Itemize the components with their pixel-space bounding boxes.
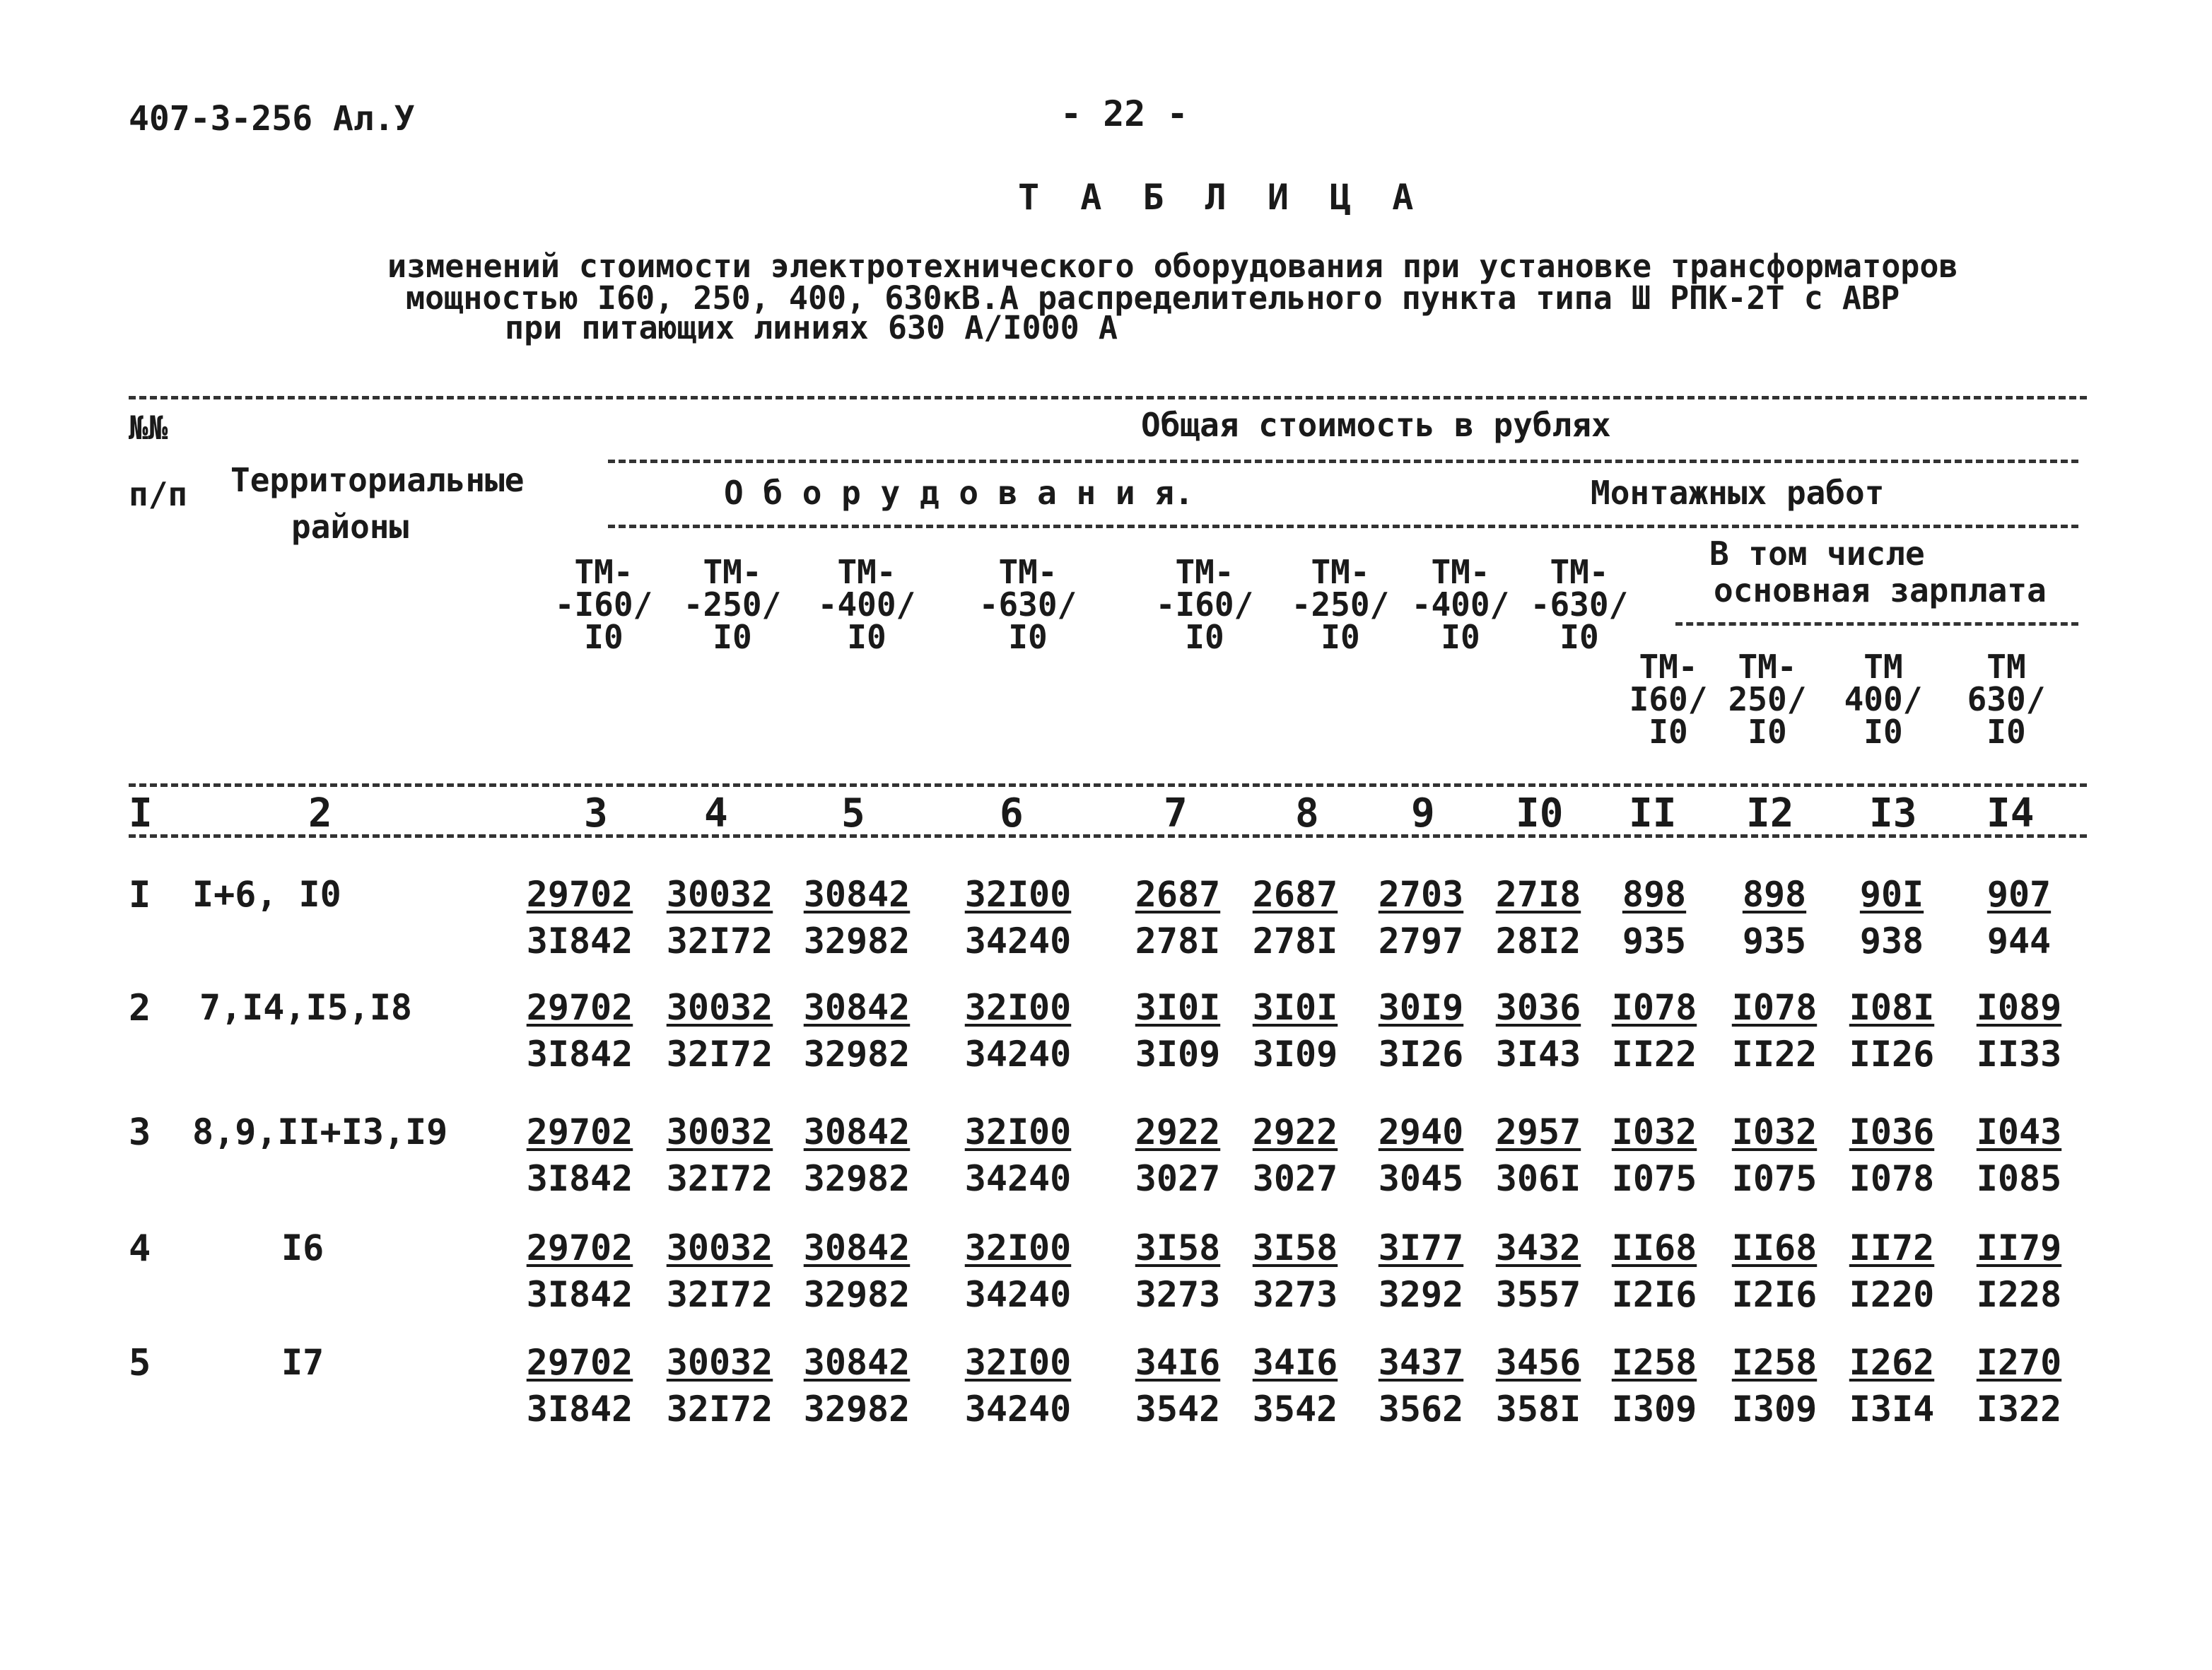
column-number: 7 bbox=[1164, 790, 1188, 836]
cell-value-upper: I078 bbox=[1731, 987, 1818, 1028]
cell-value-upper: 30842 bbox=[803, 1111, 911, 1152]
cell-value-upper: 907 bbox=[1986, 874, 2052, 915]
cell-value-upper: I043 bbox=[1976, 1111, 2062, 1152]
cell-value-upper: 29702 bbox=[526, 1227, 633, 1268]
cell-value-upper: 30842 bbox=[803, 1342, 911, 1383]
cell-value-lower: I2I6 bbox=[1731, 1274, 1818, 1315]
cell-value-lower: 3I43 bbox=[1495, 1034, 1581, 1075]
col-no-bottom: п/п bbox=[129, 475, 188, 513]
cell-value-lower: I309 bbox=[1611, 1389, 1697, 1430]
cell-value-lower: 32I72 bbox=[666, 921, 773, 962]
cell-value-upper: I032 bbox=[1731, 1111, 1818, 1152]
cell-value-lower: 3I842 bbox=[526, 1158, 633, 1199]
cell-value-upper: I08I bbox=[1849, 987, 1935, 1028]
cell-value-lower: 32I72 bbox=[666, 1158, 773, 1199]
equip-col-header: ТМ- -630/ I0 bbox=[978, 553, 1077, 656]
cell-value-lower: 3542 bbox=[1252, 1389, 1338, 1430]
cell-value-upper: I089 bbox=[1976, 987, 2062, 1028]
cell-value-lower: 3I842 bbox=[526, 1274, 633, 1315]
equipment-header: О б о р у д о в а н и я. bbox=[724, 474, 1194, 512]
cell-value-lower: 32982 bbox=[803, 1274, 911, 1315]
column-number: 4 bbox=[704, 790, 728, 836]
cell-value-lower: 32982 bbox=[803, 921, 911, 962]
cell-value-lower: I075 bbox=[1731, 1158, 1818, 1199]
cell-value-lower: 306I bbox=[1495, 1158, 1581, 1199]
cell-value-lower: 3I09 bbox=[1135, 1034, 1221, 1075]
district-name: 8,9,II+I3,I9 bbox=[192, 1111, 448, 1152]
cell-value-lower: 3562 bbox=[1378, 1389, 1464, 1430]
cell-value-lower: 3557 bbox=[1495, 1274, 1581, 1315]
cell-value-upper: 30032 bbox=[666, 1342, 773, 1383]
cell-value-upper: I032 bbox=[1611, 1111, 1697, 1152]
table-top-rule bbox=[129, 396, 2087, 399]
column-number: 6 bbox=[1000, 790, 1024, 836]
cell-value-lower: 3I26 bbox=[1378, 1034, 1464, 1075]
cell-value-upper: 29702 bbox=[526, 1111, 633, 1152]
cell-value-lower: 3273 bbox=[1135, 1274, 1221, 1315]
cell-value-upper: 2703 bbox=[1378, 874, 1464, 915]
column-number: 2 bbox=[308, 790, 332, 836]
cell-value-lower: 3027 bbox=[1252, 1158, 1338, 1199]
column-number: I3 bbox=[1869, 790, 1917, 836]
install-col-header: ТМ- -I60/ I0 bbox=[1155, 553, 1254, 656]
cell-value-upper: 32I00 bbox=[964, 1111, 1072, 1152]
cell-value-lower: 32I72 bbox=[666, 1389, 773, 1430]
cell-value-upper: 30032 bbox=[666, 1111, 773, 1152]
cell-value-lower: 32982 bbox=[803, 1158, 911, 1199]
cell-value-upper: 2687 bbox=[1135, 874, 1221, 915]
cell-value-lower: 935 bbox=[1742, 921, 1807, 962]
cell-value-lower: 34240 bbox=[964, 1034, 1072, 1075]
cell-value-upper: I078 bbox=[1611, 987, 1697, 1028]
cell-value-upper: 30842 bbox=[803, 987, 911, 1028]
cell-value-upper: 32I00 bbox=[964, 1342, 1072, 1383]
cell-value-upper: 3I77 bbox=[1378, 1227, 1464, 1268]
column-number: I bbox=[129, 790, 153, 836]
cell-value-lower: 34240 bbox=[964, 1274, 1072, 1315]
cell-value-lower: I085 bbox=[1976, 1158, 2062, 1199]
total-cost-header: Общая стоимость в рублях bbox=[1141, 406, 1611, 444]
salary-col-header: ТМ 400/ I0 bbox=[1844, 648, 1923, 751]
cell-value-upper: 27I8 bbox=[1495, 874, 1581, 915]
cell-value-upper: 3I58 bbox=[1252, 1227, 1338, 1268]
salary-col-header: ТМ 630/ I0 bbox=[1967, 648, 2046, 751]
cell-value-upper: 3I0I bbox=[1135, 987, 1221, 1028]
cell-value-upper: 3036 bbox=[1495, 987, 1581, 1028]
install-col-header: ТМ- -250/ I0 bbox=[1291, 553, 1390, 656]
cell-value-upper: 34I6 bbox=[1135, 1342, 1221, 1383]
page-number: - 22 - bbox=[1060, 93, 1188, 134]
cell-value-lower: 32I72 bbox=[666, 1274, 773, 1315]
salary-col-header: ТМ- 250/ I0 bbox=[1728, 648, 1807, 751]
cell-value-lower: 3I842 bbox=[526, 1389, 633, 1430]
installation-header: Монтажных работ bbox=[1591, 474, 1885, 512]
cell-value-lower: II33 bbox=[1976, 1034, 2062, 1075]
cell-value-upper: 30842 bbox=[803, 874, 911, 915]
cell-value-lower: I3I4 bbox=[1849, 1389, 1935, 1430]
cell-value-lower: I220 bbox=[1849, 1274, 1935, 1315]
cell-value-lower: I322 bbox=[1976, 1389, 2062, 1430]
row-number: 2 bbox=[129, 987, 151, 1029]
document-code: 407-3-256 Ал.У bbox=[129, 99, 415, 139]
cell-value-upper: 29702 bbox=[526, 874, 633, 915]
cell-value-upper: 32I00 bbox=[964, 1227, 1072, 1268]
cell-value-upper: 32I00 bbox=[964, 987, 1072, 1028]
equipment-rule bbox=[608, 525, 2078, 528]
cell-value-upper: 90I bbox=[1859, 874, 1924, 915]
cell-value-lower: 3I842 bbox=[526, 921, 633, 962]
cell-value-upper: 2922 bbox=[1252, 1111, 1338, 1152]
subtitle-line-3: при питающих линиях 630 А/I000 А bbox=[505, 309, 1118, 346]
column-number: I2 bbox=[1746, 790, 1794, 836]
total-cost-rule bbox=[608, 460, 2078, 463]
cell-value-lower: 3273 bbox=[1252, 1274, 1338, 1315]
cell-value-lower: 935 bbox=[1622, 921, 1687, 962]
column-number: I4 bbox=[1986, 790, 2035, 836]
cell-value-lower: 278I bbox=[1135, 921, 1221, 962]
cell-value-upper: 3432 bbox=[1495, 1227, 1581, 1268]
cell-value-upper: 30032 bbox=[666, 1227, 773, 1268]
cell-value-lower: II22 bbox=[1611, 1034, 1697, 1075]
cell-value-upper: 3I58 bbox=[1135, 1227, 1221, 1268]
cell-value-lower: 278I bbox=[1252, 921, 1338, 962]
cell-value-upper: 32I00 bbox=[964, 874, 1072, 915]
cell-value-upper: I258 bbox=[1611, 1342, 1697, 1383]
cell-value-upper: 29702 bbox=[526, 1342, 633, 1383]
cell-value-lower: I078 bbox=[1849, 1158, 1935, 1199]
cell-value-lower: 32982 bbox=[803, 1389, 911, 1430]
cell-value-lower: I309 bbox=[1731, 1389, 1818, 1430]
cell-value-upper: 29702 bbox=[526, 987, 633, 1028]
cell-value-upper: 30032 bbox=[666, 874, 773, 915]
row-number: I bbox=[129, 874, 151, 916]
col-district-line-2: районы bbox=[291, 508, 409, 546]
cell-value-upper: 30032 bbox=[666, 987, 773, 1028]
subtitle-line-2: мощностью I60, 250, 400, 630кВ.А распределительного пункта типа Ш РПК-2Т с АВР bbox=[406, 279, 1900, 317]
cell-value-upper: 3I0I bbox=[1252, 987, 1338, 1028]
cell-value-upper: 30I9 bbox=[1378, 987, 1464, 1028]
cell-value-lower: I075 bbox=[1611, 1158, 1697, 1199]
cell-value-lower: 3045 bbox=[1378, 1158, 1464, 1199]
cell-value-upper: I258 bbox=[1731, 1342, 1818, 1383]
cell-value-lower: 3542 bbox=[1135, 1389, 1221, 1430]
cell-value-upper: 898 bbox=[1742, 874, 1807, 915]
cell-value-lower: 3I842 bbox=[526, 1034, 633, 1075]
cell-value-lower: 3292 bbox=[1378, 1274, 1464, 1315]
row-number: 3 bbox=[129, 1111, 151, 1154]
cell-value-upper: II68 bbox=[1611, 1227, 1697, 1268]
district-name: I7 bbox=[281, 1342, 324, 1383]
cell-value-upper: I270 bbox=[1976, 1342, 2062, 1383]
cell-value-upper: I262 bbox=[1849, 1342, 1935, 1383]
cell-value-upper: 3456 bbox=[1495, 1342, 1581, 1383]
salary-rule bbox=[1675, 622, 2078, 626]
cell-value-lower: 2797 bbox=[1378, 921, 1464, 962]
cell-value-upper: I036 bbox=[1849, 1111, 1935, 1152]
cell-value-lower: 34240 bbox=[964, 1158, 1072, 1199]
cell-value-lower: 3027 bbox=[1135, 1158, 1221, 1199]
column-number: I0 bbox=[1516, 790, 1564, 836]
cell-value-lower: 3I09 bbox=[1252, 1034, 1338, 1075]
cell-value-lower: 34240 bbox=[964, 1389, 1072, 1430]
cell-value-lower: 28I2 bbox=[1495, 921, 1581, 962]
cell-value-lower: I228 bbox=[1976, 1274, 2062, 1315]
col-district-line-1: Территориальные bbox=[230, 461, 525, 499]
cell-value-lower: 944 bbox=[1986, 921, 2052, 962]
cell-value-upper: 34I6 bbox=[1252, 1342, 1338, 1383]
column-number: 3 bbox=[584, 790, 608, 836]
district-name: 7,I4,I5,I8 bbox=[199, 987, 413, 1028]
cell-value-lower: I2I6 bbox=[1611, 1274, 1697, 1315]
cell-value-upper: 2957 bbox=[1495, 1111, 1581, 1152]
salary-col-header: ТМ- I60/ I0 bbox=[1629, 648, 1708, 751]
cell-value-upper: 2940 bbox=[1378, 1111, 1464, 1152]
district-name: I+6, I0 bbox=[192, 874, 341, 915]
column-number: 9 bbox=[1411, 790, 1435, 836]
column-number: 5 bbox=[841, 790, 865, 836]
equip-col-header: ТМ- -I60/ I0 bbox=[554, 553, 653, 656]
row-number: 4 bbox=[129, 1227, 151, 1270]
column-number: 8 bbox=[1295, 790, 1319, 836]
cell-value-upper: II72 bbox=[1849, 1227, 1935, 1268]
cell-value-lower: 34240 bbox=[964, 921, 1072, 962]
district-name: I6 bbox=[281, 1227, 324, 1268]
cell-value-upper: 30842 bbox=[803, 1227, 911, 1268]
cell-value-upper: 2922 bbox=[1135, 1111, 1221, 1152]
cell-value-lower: 358I bbox=[1495, 1389, 1581, 1430]
cell-value-lower: II26 bbox=[1849, 1034, 1935, 1075]
equip-col-header: ТМ- -400/ I0 bbox=[817, 553, 916, 656]
cell-value-lower: II22 bbox=[1731, 1034, 1818, 1075]
salary-header-line-2: основная зарплата bbox=[1714, 571, 2047, 609]
cell-value-upper: II79 bbox=[1976, 1227, 2062, 1268]
salary-header-line-1: В том числе bbox=[1709, 535, 1925, 573]
cell-value-lower: 32I72 bbox=[666, 1034, 773, 1075]
install-col-header: ТМ- -400/ I0 bbox=[1411, 553, 1510, 656]
cell-value-upper: II68 bbox=[1731, 1227, 1818, 1268]
row-number: 5 bbox=[129, 1342, 151, 1384]
header-bottom-rule bbox=[129, 783, 2087, 787]
cell-value-lower: 938 bbox=[1859, 921, 1924, 962]
cell-value-upper: 3437 bbox=[1378, 1342, 1464, 1383]
col-no-top: №№ bbox=[129, 409, 168, 447]
cell-value-upper: 898 bbox=[1622, 874, 1687, 915]
subtitle-line-1: изменений стоимости электротехнического оборудования при установке трансформаторов bbox=[387, 247, 1958, 285]
equip-col-header: ТМ- -250/ I0 bbox=[683, 553, 782, 656]
cell-value-lower: 32982 bbox=[803, 1034, 911, 1075]
column-number: II bbox=[1629, 790, 1677, 836]
cell-value-upper: 2687 bbox=[1252, 874, 1338, 915]
install-col-header: ТМ- -630/ I0 bbox=[1530, 553, 1629, 656]
table-title: Т А Б Л И Ц А bbox=[1018, 177, 1424, 218]
